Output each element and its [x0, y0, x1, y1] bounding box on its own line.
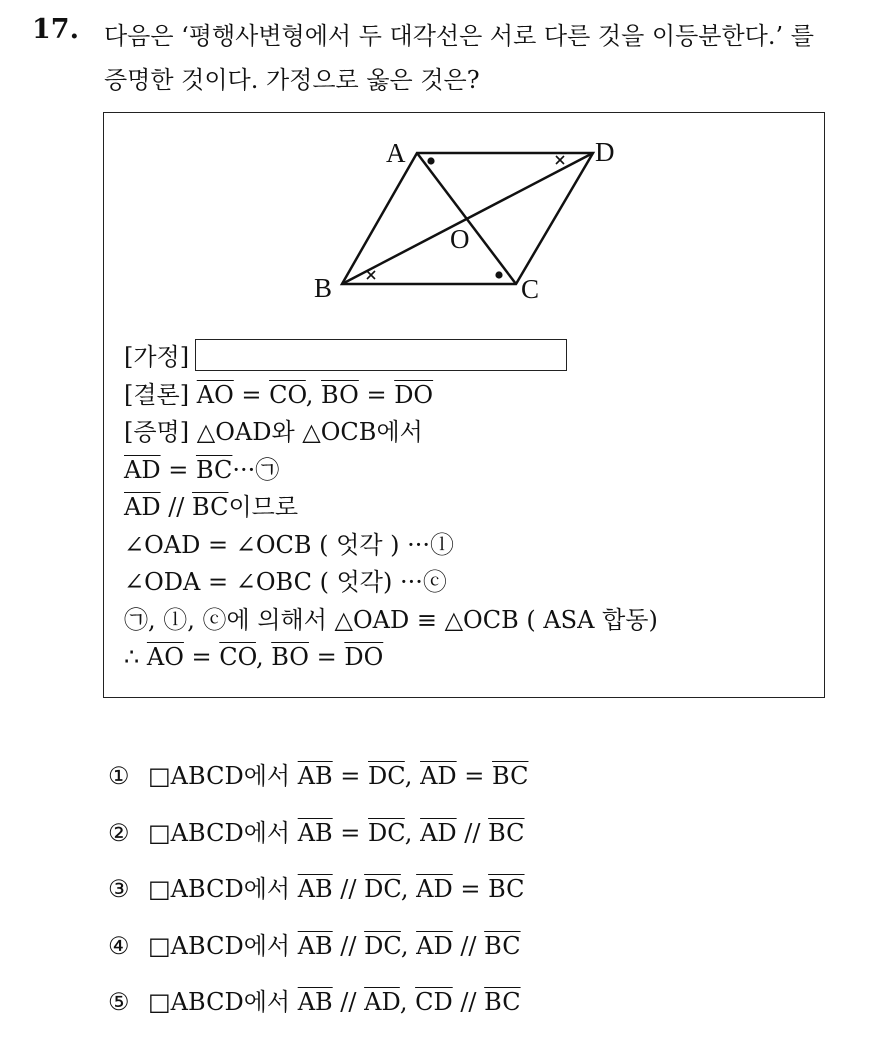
- triangle-ocb: △OCB: [302, 418, 377, 446]
- hypothesis-label: [가정]: [124, 343, 190, 371]
- therefore-symbol: ∴: [124, 643, 147, 671]
- separator: ,: [404, 762, 421, 790]
- choice-number: ④: [108, 931, 130, 960]
- segment: $\overline{DC}$: [364, 875, 401, 903]
- operator: =: [332, 762, 369, 790]
- segment: $\overline{AD}$: [416, 931, 453, 960]
- separator: ,: [400, 931, 417, 960]
- separator: ,: [400, 875, 417, 903]
- segment: $\overline{BC}$: [488, 818, 525, 847]
- step-angle-oad: ∠OAD = ∠OCB ( 엇각 ) ···ⓛ: [124, 530, 455, 559]
- particle-eseo: 에서: [376, 418, 423, 446]
- operator: =: [452, 875, 489, 903]
- step-ad-parallel-bc: [124, 489, 658, 527]
- segment: $\overline{AB}$: [297, 988, 333, 1016]
- segment: $\overline{DC}$: [368, 818, 405, 847]
- angle-mark-dot-a: [427, 157, 434, 164]
- proof-label: [증명]: [124, 418, 190, 446]
- operator: //: [452, 988, 485, 1016]
- segment: $\overline{AB}$: [297, 931, 333, 960]
- segment: $\overline{AB}$: [297, 875, 333, 903]
- segment: $\overline{BC}$: [192, 493, 229, 521]
- hypothesis-line: [124, 339, 658, 377]
- parallel: //: [160, 493, 193, 521]
- triangle-oad: △OAD: [196, 418, 272, 446]
- separator: ,: [305, 380, 322, 409]
- operator: =: [332, 818, 369, 847]
- segment: $\overline{BC}$: [492, 762, 529, 790]
- question-line-2: 증명한 것이다. 가정으로 옳은 것은?: [104, 66, 480, 94]
- operator: //: [332, 988, 365, 1016]
- step-ad-equals-bc: [124, 452, 658, 490]
- choice-1[interactable]: [108, 756, 528, 813]
- proof-box: [103, 112, 825, 698]
- label-o: O: [450, 224, 470, 254]
- choice-3[interactable]: [108, 869, 528, 926]
- hypothesis-blank: [195, 339, 567, 371]
- choice-prefix: □ABCD에서: [148, 875, 298, 903]
- segment: $\overline{AD}$: [420, 762, 457, 790]
- equals: =: [308, 643, 345, 671]
- therefore-line: [124, 639, 658, 677]
- segment: $\overline{AD}$: [124, 455, 161, 484]
- label-c: C: [521, 274, 540, 304]
- choice-5[interactable]: [108, 982, 528, 1039]
- proof-header-line: [124, 414, 658, 452]
- segment: $\overline{DO}$: [394, 380, 434, 409]
- operator: //: [456, 818, 489, 847]
- choice-4[interactable]: [108, 926, 528, 983]
- choice-number: ①: [108, 762, 130, 790]
- because-text: 이므로: [228, 493, 299, 521]
- step-congruence: ㉠, ⓛ, ⓒ에 의해서 △OAD ≡ △OCB ( ASA 합동): [124, 605, 658, 634]
- segment: $\overline{AO}$: [146, 643, 184, 671]
- separator: ,: [255, 643, 272, 671]
- operator: //: [332, 931, 365, 960]
- question-number: 17.: [32, 14, 79, 45]
- segment: $\overline{BO}$: [271, 643, 309, 671]
- proof-text: [124, 339, 658, 677]
- label-d: D: [595, 137, 615, 167]
- choice-prefix: □ABCD에서: [148, 988, 298, 1016]
- choice-number: ③: [108, 875, 130, 903]
- label-b: B: [314, 273, 333, 303]
- angle-mark-cross-b: [367, 271, 375, 279]
- segment: $\overline{AD}$: [416, 875, 453, 903]
- angle-mark-dot-c: [495, 271, 502, 278]
- choice-prefix: □ABCD에서: [148, 762, 298, 790]
- segment: $\overline{AD}$: [124, 493, 161, 521]
- segment: $\overline{CO}$: [219, 643, 256, 671]
- segment: $\overline{CD}$: [415, 988, 453, 1016]
- step-marker: ···㉠: [232, 455, 280, 484]
- segment: $\overline{AO}$: [196, 380, 234, 409]
- answer-choices: [108, 756, 528, 1039]
- label-a: A: [386, 138, 406, 168]
- angle-mark-cross-d: [556, 156, 564, 164]
- equals: =: [233, 380, 270, 409]
- conclusion-label: [결론]: [124, 380, 190, 409]
- equals: =: [160, 455, 196, 484]
- segment: $\overline{AD}$: [420, 818, 457, 847]
- segment: $\overline{AB}$: [297, 762, 333, 790]
- question-line-1: 다음은 ‘평행사변형에서 두 대각선은 서로 다른 것을 이등분한다.’ 를: [104, 22, 814, 50]
- segment: $\overline{BC}$: [484, 931, 521, 960]
- operator: =: [456, 762, 493, 790]
- segment: $\overline{BO}$: [321, 380, 359, 409]
- segment: $\overline{BC}$: [484, 988, 521, 1016]
- step-angle-oda: ∠ODA = ∠OBC ( 엇각) ···ⓒ: [124, 568, 447, 596]
- particle-wa: 와: [271, 418, 295, 446]
- segment: $\overline{DC}$: [364, 931, 401, 960]
- separator: ,: [404, 818, 421, 847]
- choice-number: ②: [108, 818, 130, 847]
- choice-prefix: □ABCD에서: [148, 818, 298, 847]
- parallelogram-figure: [304, 133, 644, 313]
- segment: $\overline{BC}$: [195, 455, 233, 484]
- operator: //: [452, 931, 485, 960]
- segment: $\overline{DO}$: [344, 643, 384, 671]
- equals: =: [358, 380, 395, 409]
- question-text: [104, 14, 874, 102]
- choice-prefix: □ABCD에서: [148, 931, 298, 960]
- choice-2[interactable]: [108, 813, 528, 870]
- segment: $\overline{AD}$: [364, 988, 400, 1016]
- equals: =: [183, 643, 220, 671]
- choice-number: ⑤: [108, 988, 130, 1016]
- segment: $\overline{CO}$: [269, 380, 306, 409]
- segment: $\overline{DC}$: [368, 762, 405, 790]
- segment: $\overline{BC}$: [488, 875, 525, 903]
- operator: //: [332, 875, 365, 903]
- separator: ,: [399, 988, 416, 1016]
- conclusion-line: [124, 377, 658, 415]
- segment: $\overline{AB}$: [297, 818, 333, 847]
